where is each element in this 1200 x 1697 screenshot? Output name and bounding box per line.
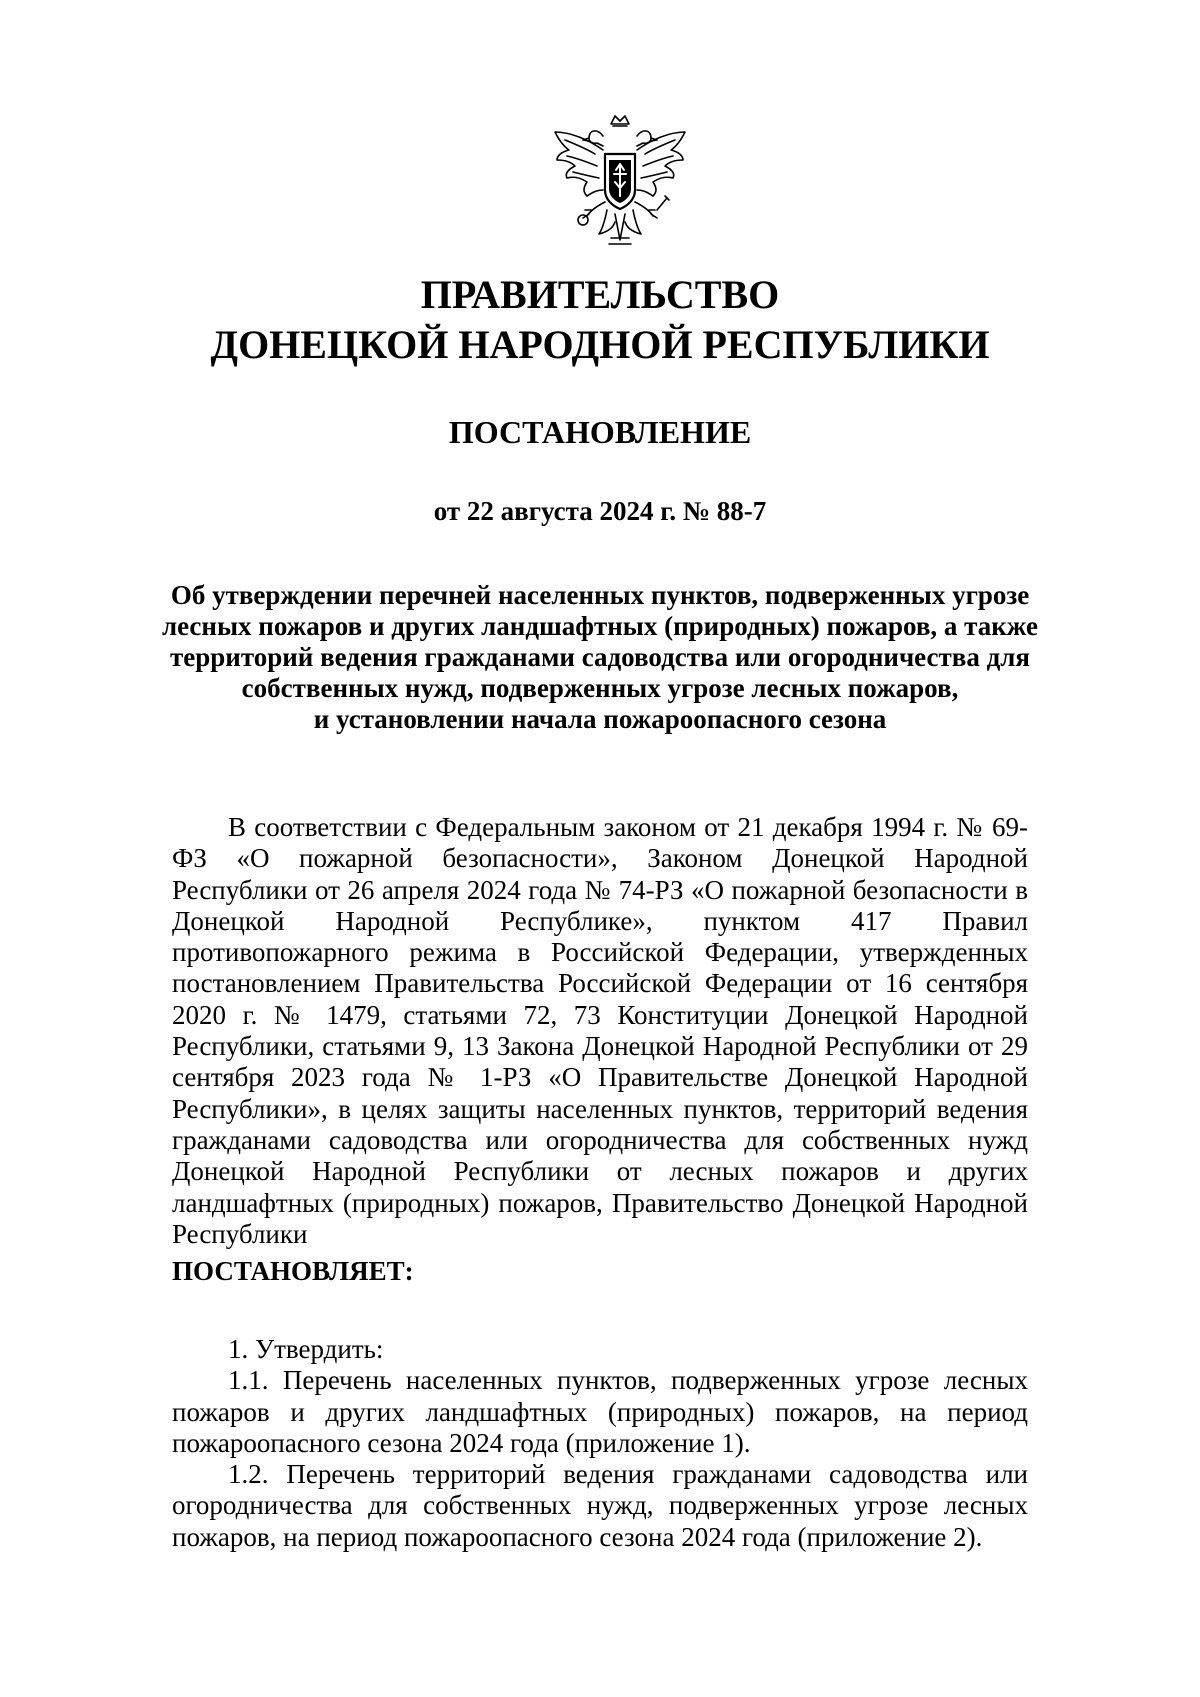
decree-item-1: 1. Утвердить:: [228, 1334, 384, 1364]
decree-date: от 22 августа 2024 г. № 88-7: [433, 496, 767, 526]
decree-type: ПОСТАНОВЛЕНИЕ: [448, 414, 752, 450]
donetsk-coat-of-arms-eagle-icon: [545, 110, 695, 260]
decree-item-1-1: 1.1. Перечень населенных пунктов, подверженных угрозе лесных пожаров и других ландшафтных (природных) пожаров, на период пожароопасного сезона 2024 года (приложение 1).: [172, 1365, 1028, 1458]
decree-subject-line: собственных нужд, подверженных угрозе лесных пожаров,: [241, 673, 959, 703]
resolves-heading: ПОСТАНОВЛЯЕТ:: [172, 1256, 414, 1286]
decree-subject: [160, 580, 1040, 735]
decree-subject-line: лесных пожаров и других ландшафтных (природных) пожаров, а также: [161, 611, 1039, 641]
government-title: [150, 270, 1050, 370]
government-title-line1: ПРАВИТЕЛЬСТВО: [420, 272, 780, 317]
decree-subject-line: территорий ведения гражданами садоводства или огородничества для: [169, 642, 1030, 672]
preamble-paragraph: В соответствии с Федеральным законом от 21 декабря 1994 г. № 69-ФЗ «О пожарной безопасности», Законом Донецкой Народной Республики от 26 апреля 2024 года № 74-РЗ «О пожарной безопасности в Донецкой Народной Республике», пунктом 417 Правил противопожарного режима в Российской Федерации, утвержденных постановлением Правительства Российской Федерации от 16 сентября 2020 г. № 1479, статьями 72, 73 Конституции Донецкой Народной Республики, статьями 9, 13 Закона Донецкой Народной Республики от 29 сентября 2023 года № 1-РЗ «О Правительстве Донецкой Народной Республики», в целях защиты населенных пунктов, территорий ведения гражданами садоводства или огородничества для собственных нужд Донецкой Народной Республики от лесных пожаров и других ландшафтных (природных) пожаров, Правительство Донецкой Народной Республики: [172, 812, 1028, 1249]
decree-items: [172, 1334, 1028, 1553]
decree-item-1-2: 1.2. Перечень территорий ведения гражданами садоводства или огородничества для собственных нужд, подверженных угрозе лесных пожаров, на период пожароопасного сезона 2024 года (приложение 2).: [172, 1459, 1028, 1552]
decree-subject-line: и установлении начала пожароопасного сезона: [313, 704, 887, 734]
decree-subject-line: Об утверждении перечней населенных пунктов, подверженных угрозе: [170, 580, 1030, 610]
government-title-line2: ДОНЕЦКОЙ НАРОДНОЙ РЕСПУБЛИКИ: [210, 322, 990, 367]
